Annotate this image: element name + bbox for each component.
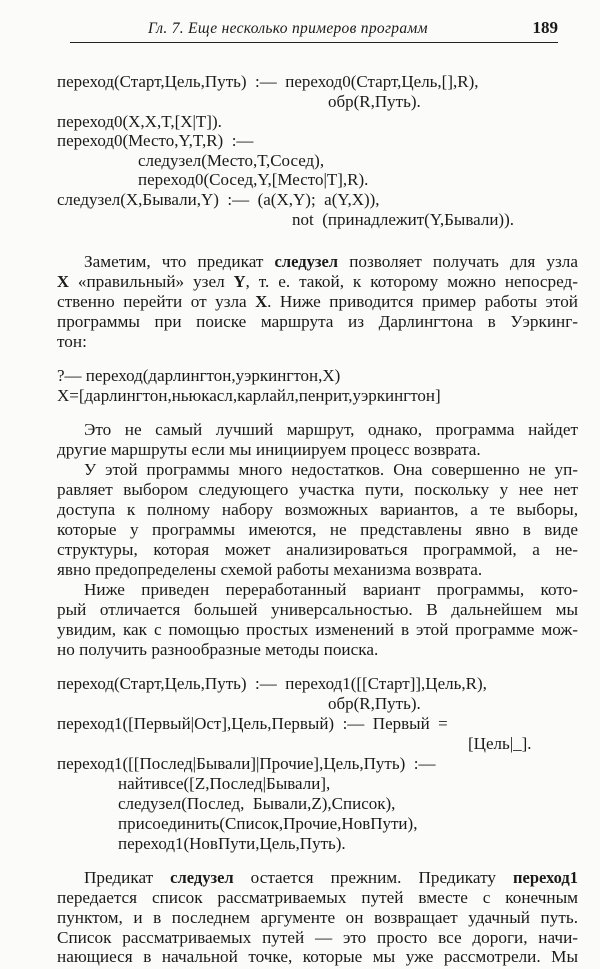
code-line: not (принадлежит(Y,Бывали)). (292, 210, 515, 229)
code-line: обр(R,Путь). (328, 694, 421, 713)
code-line: переход1([[Послед|Бывали]|Прочие],Цель,Путь) :— (57, 754, 436, 773)
term-sleduzel: следузел (274, 252, 339, 271)
code-line: переход0(Место,Y,T,R) :— (57, 131, 254, 150)
code-line: переход0(Сосед,Y,[Место|T],R). (138, 170, 369, 189)
text-line: передается список рассматриваемых путей вместе с конечным (57, 888, 578, 907)
text-line: но получить разнообразные методы поиска. (57, 640, 379, 659)
text-line: равляет выбором следующего участка пути, поскольку у нее нет (57, 480, 578, 499)
code-line: переход1([Первый|Ост],Цель,Первый) :— Первый = (57, 714, 448, 733)
text-line: Список рассматриваемых путей — это просто все дороги, начи- (57, 928, 578, 947)
code-line: следузел(Послед, Бывали,Z),Список), (118, 794, 396, 813)
text-line: нающиеся в начальной точке, которые мы уже рассмотрели. Мы (57, 947, 578, 966)
text-line: другие маршруты если мы инициируем процесс возврата. (57, 440, 481, 459)
term-perehod1: переход1 (512, 868, 578, 887)
code-line: [Цель|_]. (468, 734, 532, 753)
code-line: следузел(Место,Т,Сосед), (138, 151, 325, 170)
code-line: найтивсе([Z,Послед|Бывали], (118, 774, 331, 793)
text-line: которые у программы имеются, не представлены явно в виде (57, 520, 578, 539)
code-line: обр(R,Путь). (328, 92, 421, 111)
text-line: Заметим, что предикат следузел позволяет получать для узла (84, 252, 578, 271)
text-line: Ниже приведен переработанный вариант программы, кото- (84, 580, 578, 599)
code-line: присоединить(Список,Прочие,НовПути), (118, 814, 418, 833)
text-line: тон: (57, 332, 87, 351)
running-header (70, 18, 558, 43)
text-line: увидим, как с помощью простых изменений в этой программе мож- (57, 620, 578, 639)
running-title: Гл. 7. Еще несколько примеров программ (148, 20, 428, 37)
text-line: ственно перейти от узла X. Ниже приводится пример работы этой (57, 292, 578, 311)
code-line: переход0(X,X,T,[X|T]). (57, 112, 222, 131)
text-line: пунктом, и в последнем аргументе он возвращает удачный путь. (57, 908, 578, 927)
text-line: рый отличается большей универсальностью. В дальнейшем мы (57, 600, 578, 619)
text-line: Предикат следузел остается прежним. Предикату переход1 (84, 868, 578, 887)
text-line: Это не самый лучший маршрут, однако, программа найдет (84, 420, 578, 439)
text-line: программы при поиске маршрута из Дарлингтона в Уэркинг- (57, 312, 578, 331)
text-line: доступа к полному набору возможных вариантов, а те выборы, (57, 500, 578, 519)
code-line: переход(Старт,Цель,Путь) :— переход1([[Старт]],Цель,R), (57, 674, 487, 693)
page-number: 189 (532, 18, 558, 37)
text-line: явно предопределены схемой работы механизма возврата. (57, 560, 483, 579)
text-line: X «правильный» узел Y, т. е. такой, к которому можно непосред- (57, 272, 578, 291)
code-line: следузел(X,Бывали,Y) :— (а(X,Y); а(Y,X)), (57, 190, 380, 209)
text-line: У этой программы много недостатков. Она совершенно не уп- (84, 460, 578, 479)
text-line: структуры, которая может анализироваться программой, а не- (57, 540, 578, 559)
code-line: переход1(НовПути,Цель,Путь). (118, 834, 346, 853)
query-line: ?— переход(дарлингтон,уэркингтон,X) (57, 366, 341, 385)
code-line: переход(Старт,Цель,Путь) :— переход0(Старт,Цель,[],R), (57, 72, 479, 91)
term-sleduzel: следузел (170, 868, 234, 887)
query-line: X=[дарлингтон,ньюкасл,карлайл,пенрит,уэркингтон] (57, 386, 441, 405)
